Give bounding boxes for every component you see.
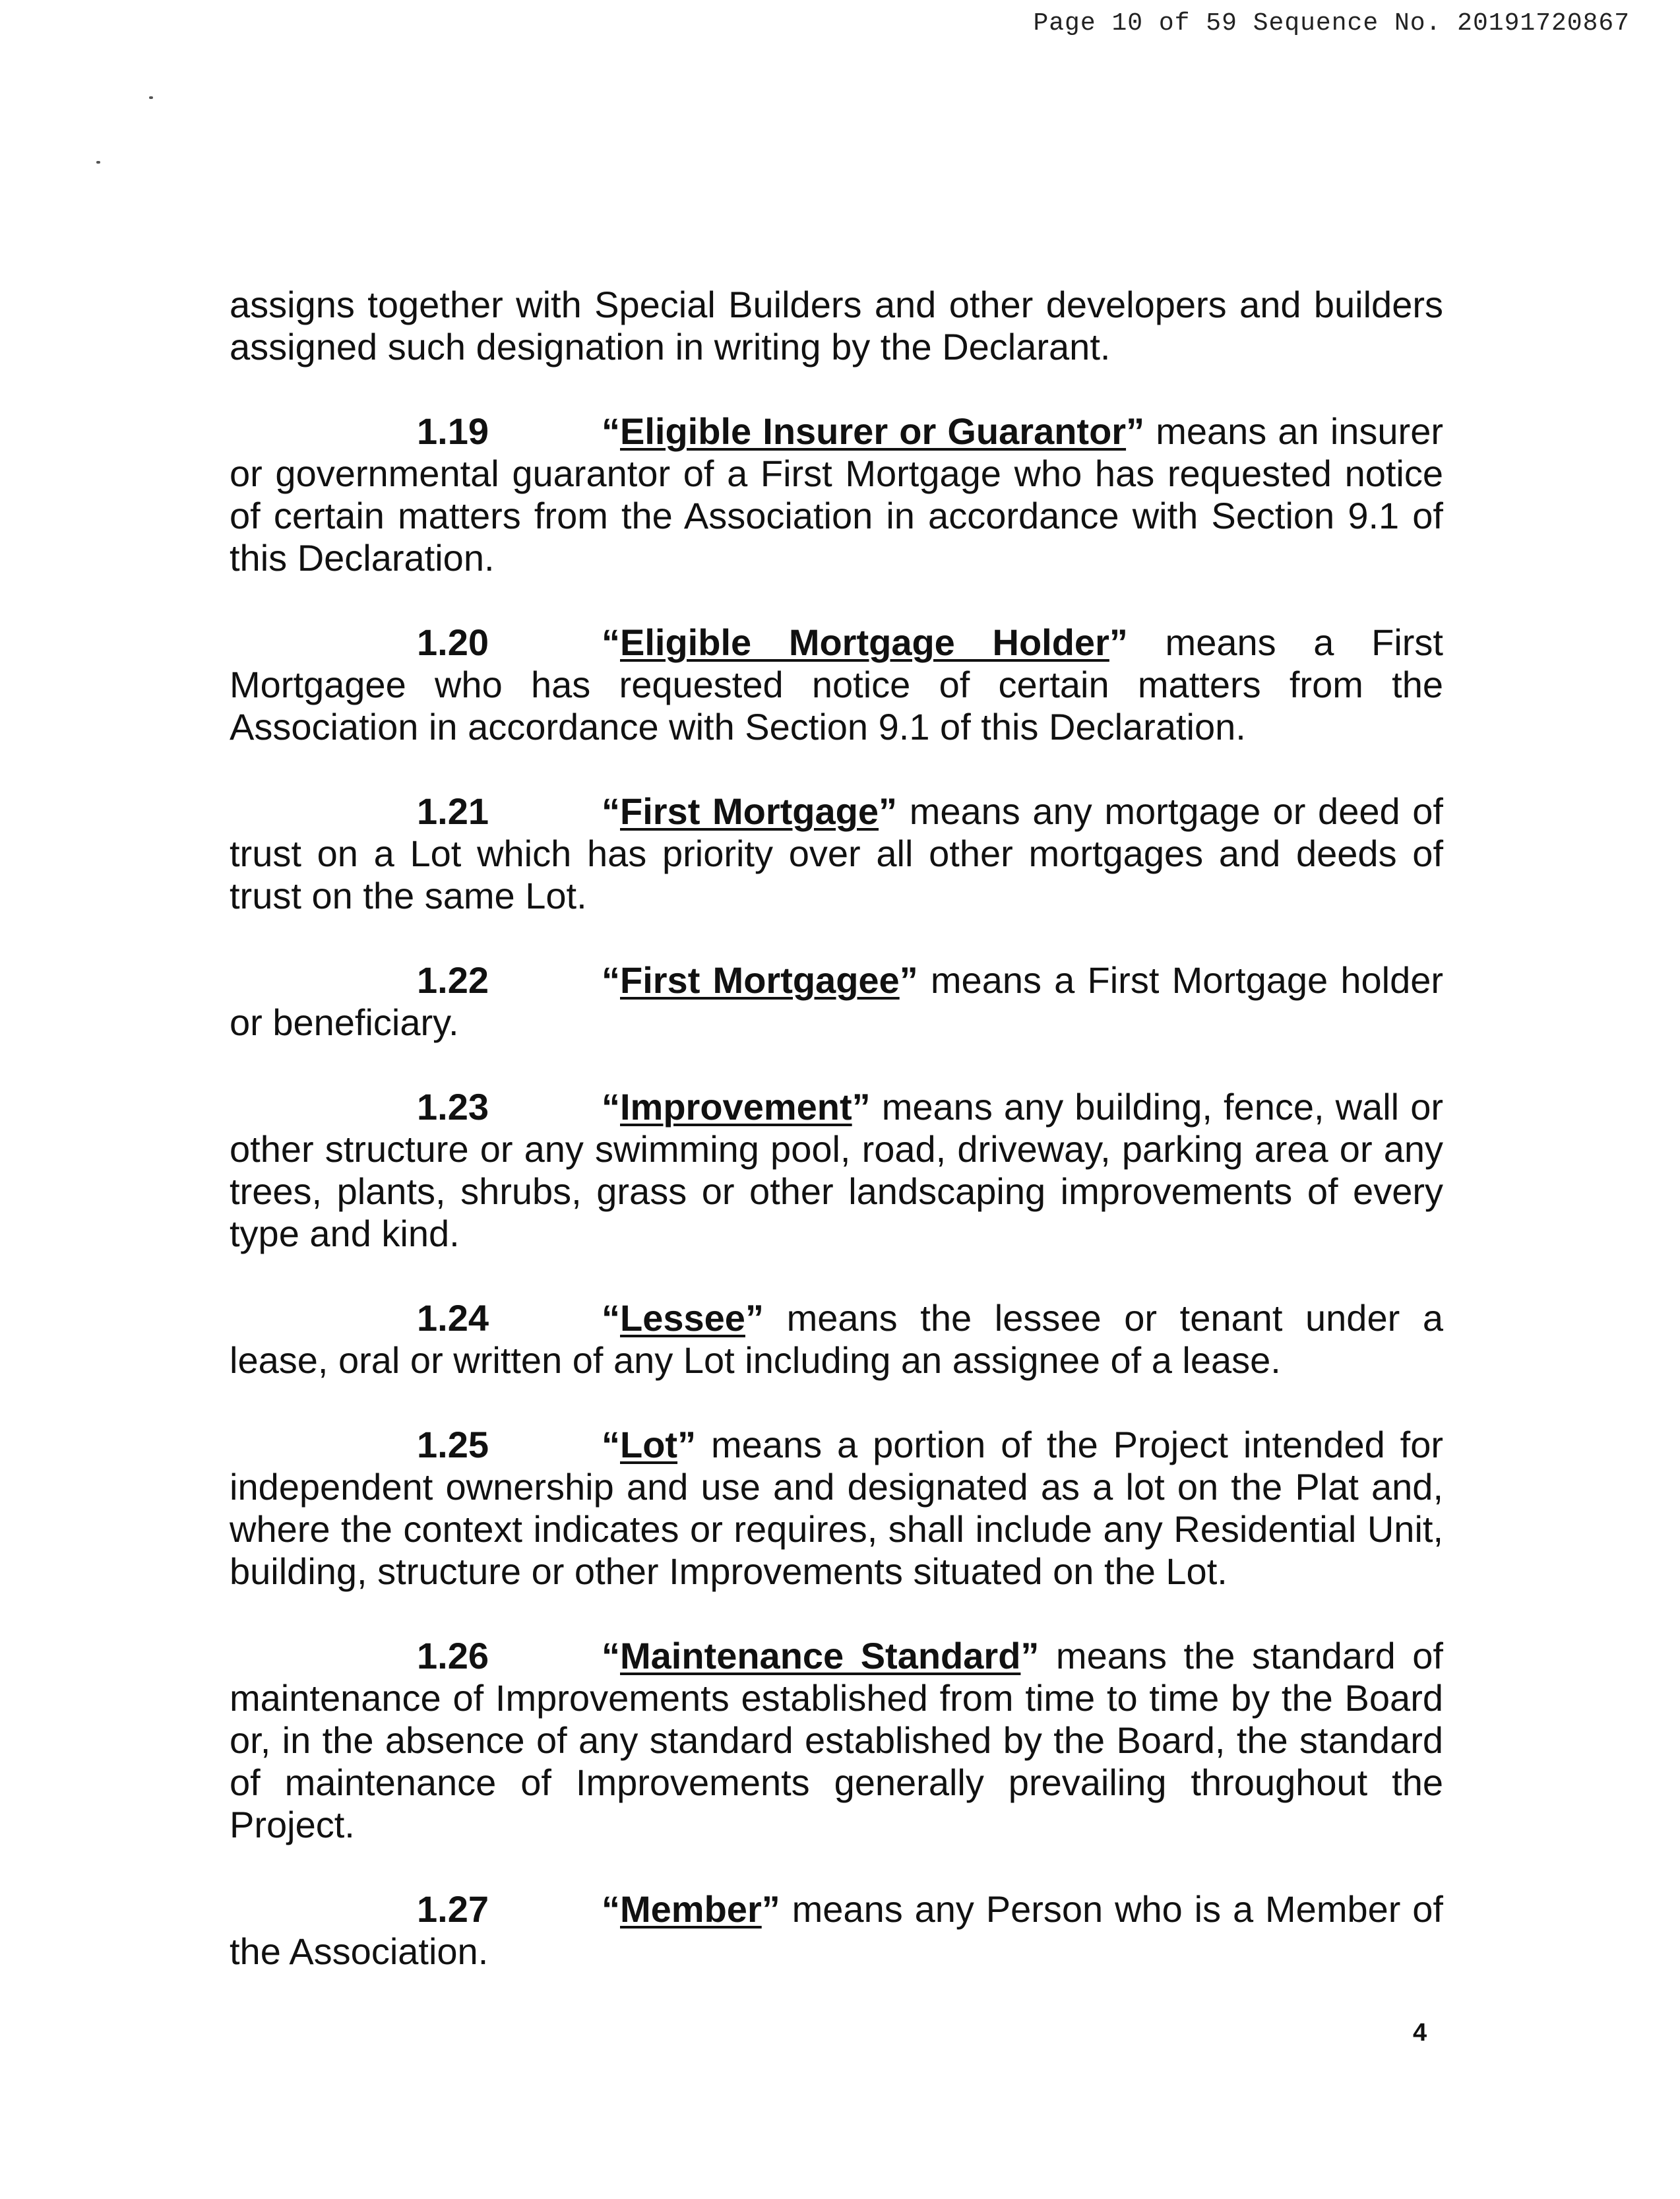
defined-term: “Member” [602,1888,780,1930]
section-number: 1.21 [417,790,489,832]
scan-speck [96,161,100,164]
definition-text: means a First Mortgage holder or beneficiary. [230,959,1444,1043]
section-number: 1.27 [417,1888,489,1930]
section-number: 1.22 [417,959,489,1001]
defined-term: “Improvement” [602,1086,871,1128]
page-header: Page 10 of 59 Sequence No. 20191720867 [1033,9,1630,38]
definition-1-19 [230,410,1443,579]
section-number: 1.25 [417,1424,489,1465]
definition-1-24 [230,1297,1443,1382]
definition-text: means any mortgage or deed of trust on a Lot which has priority over all other mortgages and deeds of trust on the same Lot. [230,790,1443,916]
section-number: 1.23 [417,1086,489,1128]
defined-term: “First Mortgagee” [602,959,918,1001]
page-number: 4 [1413,2019,1427,2047]
defined-term: “Lot” [602,1424,697,1465]
definition-text: means the standard of maintenance of Improvements established from time to time by the Board or, in the absence of any standard established by the Board, the standard of maintenance of Improvements generally prevailing throughout the Project. [230,1635,1443,1845]
defined-term: “Eligible Mortgage Holder” [602,621,1128,663]
definition-text: means any Person who is a Member of the Association. [230,1888,1443,1972]
defined-term: “Maintenance Standard” [602,1635,1040,1676]
definition-text: means an insurer or governmental guarantor of a First Mortgage who has requested notice of certain matters from the Association in accordance with Section 9.1 of this Declaration. [230,410,1443,579]
definition-text: means a portion of the Project intended for independent ownership and use and designated as a lot on the Plat and, where the context indicates or requires, shall include any Residential Unit, building, structure or other Improvements situated on the Lot. [230,1424,1444,1592]
definition-1-23 [230,1086,1443,1255]
scan-speck [149,96,153,99]
section-number: 1.24 [417,1297,489,1339]
definition-text: means any building, fence, wall or other structure or any swimming pool, road, driveway, parking area or any trees, plants, shrubs, grass or other landscaping improvements of every type and kind. [230,1086,1443,1254]
definition-1-26 [230,1635,1443,1846]
definition-text: means the lessee or tenant under a lease, oral or written of any Lot including an assignee of a lease. [230,1297,1444,1381]
definition-1-25 [230,1424,1443,1593]
section-number: 1.19 [417,410,489,452]
defined-term: “Lessee” [602,1297,764,1339]
definition-1-21 [230,790,1443,917]
definition-text: means a First Mortgagee who has requested notice of certain matters from the Association in accordance with Section 9.1 of this Declaration. [230,621,1443,748]
section-number: 1.26 [417,1635,489,1676]
intro-paragraph: assigns together with Special Builders and other developers and builders assigned such designation in writing by the Declarant. [230,284,1443,367]
defined-term: “Eligible Insurer or Guarantor” [602,410,1145,452]
definition-1-20 [230,621,1443,748]
section-number: 1.20 [417,621,489,663]
document-body [230,284,1443,2015]
definition-1-27 [230,1888,1443,1973]
definition-1-22 [230,959,1443,1044]
defined-term: “First Mortgage” [602,790,898,832]
